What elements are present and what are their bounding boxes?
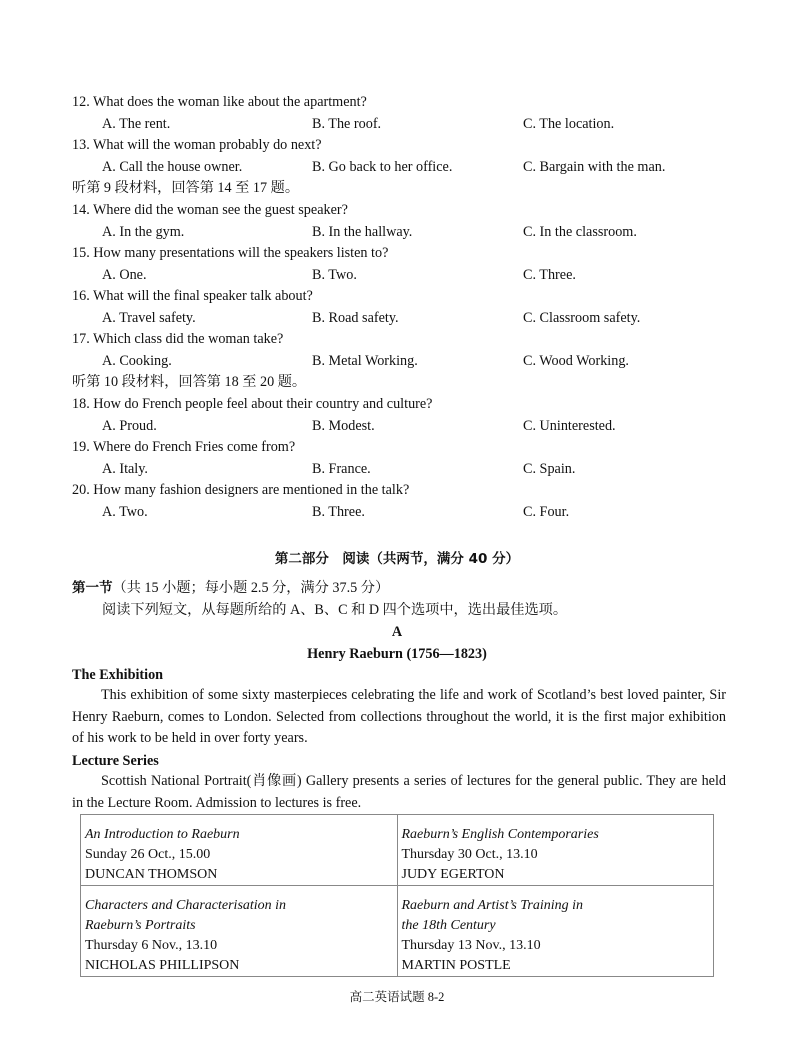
- q12-option-b: B. The roof.: [312, 116, 382, 132]
- q12-option-c: C. The location.: [523, 116, 615, 132]
- q18-option-b: B. Modest.: [312, 418, 375, 434]
- q19-option-b: B. France.: [312, 461, 371, 477]
- lecture-date: Thursday 13 Nov., 13.10: [401, 938, 541, 953]
- lecture-paragraph: Scottish National Portrait(肖像画) Gallery presents a series of lectures for the general public. They are held in the Lecture Room. Admission to lectures is free.: [72, 773, 726, 811]
- q18-option-c: C. Uninterested.: [523, 418, 616, 434]
- q14-option-a: A. In the gym.: [102, 224, 185, 240]
- q16-option-b: B. Road safety.: [312, 310, 399, 326]
- question-14: 14. Where did the woman see the guest speaker?: [72, 202, 348, 218]
- question-17: 17. Which class did the woman take?: [72, 331, 284, 347]
- question-19: 19. Where do French Fries come from?: [72, 439, 296, 455]
- lecture-date: Thursday 6 Nov., 13.10: [85, 938, 218, 953]
- q13-option-c: C. Bargain with the man.: [523, 159, 666, 175]
- q16-option-a: A. Travel safety.: [102, 310, 196, 326]
- lecture-cell: [81, 886, 398, 977]
- q17-option-b: B. Metal Working.: [312, 353, 418, 369]
- instruction-passage-10: 听第 10 段材料，回答第 18 至 20 题。: [72, 374, 307, 390]
- q16-option-c: C. Classroom safety.: [523, 310, 641, 326]
- q17-option-a: A. Cooking.: [102, 353, 172, 369]
- table-row: [81, 886, 714, 977]
- lecture-title-line-2: the 18th Century: [401, 918, 496, 933]
- q13-option-a: A. Call the house owner.: [102, 159, 243, 175]
- q12-option-a: A. The rent.: [102, 116, 171, 132]
- question-18: 18. How do French people feel about their country and culture?: [72, 396, 433, 412]
- lecture-date: Sunday 26 Oct., 15.00: [85, 847, 211, 862]
- section-one-info: （共 15 小题；每小题 2.5 分，满分 37.5 分）: [112, 580, 390, 596]
- lecture-title: Raeburn’s English Contemporaries: [401, 827, 599, 842]
- q19-option-a: A. Italy.: [102, 461, 148, 477]
- lecture-title-line-1: Raeburn and Artist’s Training in: [401, 898, 584, 913]
- lecture-title-line-2: Raeburn’s Portraits: [85, 918, 196, 933]
- lecture-table: [80, 814, 714, 977]
- reading-instruction: 阅读下列短文，从每题所给的 A、B、C 和 D 四个选项中，选出最佳选项。: [102, 602, 568, 618]
- exhibition-heading: The Exhibition: [72, 667, 164, 683]
- part-two-title: 第二部分 阅读（共两节，满分 40 分）: [274, 551, 520, 567]
- lecture-cell: [397, 886, 714, 977]
- question-15: 15. How many presentations will the speakers listen to?: [72, 245, 389, 261]
- q18-option-a: A. Proud.: [102, 418, 157, 434]
- q20-option-b: B. Three.: [312, 504, 365, 520]
- page-footer: 高二英语试题 8-2: [349, 990, 445, 1004]
- q13-option-b: B. Go back to her office.: [312, 159, 453, 175]
- table-row: [81, 815, 714, 886]
- passage-title: Henry Raeburn (1756—1823): [307, 646, 487, 662]
- q14-option-b: B. In the hallway.: [312, 224, 413, 240]
- section-one-heading: [72, 579, 389, 597]
- question-20: 20. How many fashion designers are mentioned in the talk?: [72, 482, 410, 498]
- q20-option-a: A. Two.: [102, 504, 148, 520]
- q15-option-c: C. Three.: [523, 267, 576, 283]
- lecture-speaker: JUDY EGERTON: [401, 867, 505, 882]
- lecture-heading: Lecture Series: [72, 753, 159, 769]
- exhibition-paragraph: This exhibition of some sixty masterpieces celebrating the life and work of Scotland’s best loved painter, Sir Henry Raeburn, comes to London. Selected from collections throughout the world, it is the first major exhibition of his work to be held in over forty years.: [72, 687, 726, 747]
- lecture-title: An Introduction to Raeburn: [85, 827, 240, 842]
- lecture-title-line-1: Characters and Characterisation in: [85, 898, 287, 913]
- q19-option-c: C. Spain.: [523, 461, 576, 477]
- lecture-date: Thursday 30 Oct., 13.10: [401, 847, 538, 862]
- q17-option-c: C. Wood Working.: [523, 353, 629, 369]
- q15-option-b: B. Two.: [312, 267, 357, 283]
- question-12: 12. What does the woman like about the apartment?: [72, 94, 367, 110]
- lecture-speaker: MARTIN POSTLE: [401, 958, 511, 973]
- lecture-cell: [81, 815, 398, 886]
- q20-option-c: C. Four.: [523, 504, 570, 520]
- lecture-cell: [397, 815, 714, 886]
- passage-letter: A: [391, 624, 403, 640]
- question-16: 16. What will the final speaker talk about?: [72, 288, 313, 304]
- lecture-speaker: NICHOLAS PHILLIPSON: [85, 958, 240, 973]
- instruction-passage-9: 听第 9 段材料，回答第 14 至 17 题。: [72, 180, 300, 196]
- q14-option-c: C. In the classroom.: [523, 224, 637, 240]
- lecture-speaker: DUNCAN THOMSON: [85, 867, 218, 882]
- question-13: 13. What will the woman probably do next?: [72, 137, 322, 153]
- section-one-label: 第一节: [72, 580, 113, 596]
- q15-option-a: A. One.: [102, 267, 147, 283]
